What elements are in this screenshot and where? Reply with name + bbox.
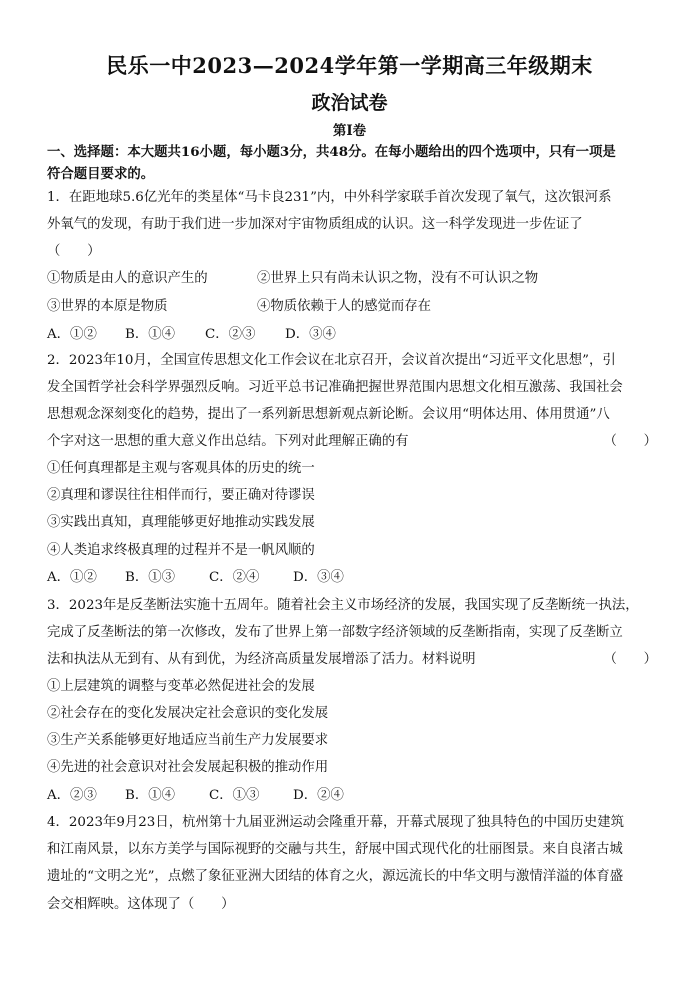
q4-stem-line-1: 4．2023年9月23日，杭州第十九届亚洲运动会隆重开幕，开幕式展现了独具特色的中国历史建筑 xyxy=(47,815,624,830)
q3-choice-d: D．②④ xyxy=(293,788,344,803)
q3-stem-line-1: 3．2023年是反垄断法实施十五周年。随着社会主义市场经济的发展，我国实现了反垄断统一执法， xyxy=(47,598,639,613)
q1-choice-b: B．①④ xyxy=(125,327,176,342)
q3-stem-line-3 xyxy=(47,651,657,669)
q1-items-row-2 xyxy=(47,298,657,316)
q2-stem-line-1: 2．2023年10月，全国宣传思想文化工作会议在北京召开，会议首次提出“习近平文化思想”，引 xyxy=(47,353,616,368)
q1-item-3: ③世界的本原是物质 xyxy=(47,299,168,314)
q2-choice-d: D．③④ xyxy=(293,570,344,585)
q3-item-1: ①上层建筑的调整与变革必然促进社会的发展 xyxy=(47,679,315,694)
q2-item-3: ③实践出真知，真理能够更好地推动实践发展 xyxy=(47,515,315,530)
q4-stem-line-2: 和江南风景，以东方美学与国际视野的交融与共生，舒展中国式现代化的壮丽图景。来自良渚古城 xyxy=(47,842,623,857)
exam-title: 民乐一中2023—2024学年第一学期高三年级期末 xyxy=(106,53,593,78)
q1-stem-line-3: （ ） xyxy=(47,244,101,259)
q1-stem-line-1: 1．在距地球5.6亿光年的类星体“马卡良231”内，中外科学家联手首次发现了氧气，这次银河系 xyxy=(47,190,612,205)
q3-choice-a: A．②③ xyxy=(47,788,97,803)
q2-item-4: ④人类追求终极真理的过程并不是一帆风顺的 xyxy=(47,543,315,558)
q3-item-4: ④先进的社会意识对社会发展起积极的推动作用 xyxy=(47,760,329,775)
q1-choice-a: A．①② xyxy=(47,327,97,342)
q2-choice-b: B．①③ xyxy=(125,570,176,585)
q3-stem-line-2: 完成了反垄断法的第一次修改，发布了世界上第一部数字经济领域的反垄断指南，实现了反垄断立 xyxy=(47,625,623,640)
q1-choice-c: C．②③ xyxy=(205,327,256,342)
instructions-line-2: 符合题目要求的。 xyxy=(47,166,155,182)
q4-stem-line-3: 遗址的“文明之光”，点燃了象征亚洲大团结的体育之火，源远流长的中华文明与激情洋溢的体育盛 xyxy=(47,869,624,884)
q2-item-1: ①任何真理都是主观与客观具体的历史的统一 xyxy=(47,461,315,476)
q3-choice-c: C．①③ xyxy=(209,788,260,803)
q2-item-2: ②真理和谬误往往相伴而行，要正确对待谬误 xyxy=(47,488,315,503)
section-label: 第Ⅰ卷 xyxy=(332,123,367,139)
q1-stem-line-2: 外氧气的发现，有助于我们进一步加深对宇宙物质组成的认识。这一科学发现进一步佐证了 xyxy=(47,217,583,232)
q2-choices xyxy=(47,569,657,587)
q1-choices xyxy=(47,326,657,344)
q1-item-4: ④物质依赖于人的感觉而存在 xyxy=(257,299,432,314)
q3-item-3: ③生产关系能够更好地适应当前生产力发展要求 xyxy=(47,733,329,748)
q3-stem-text: 法和执法从无到有、从有到优，为经济高质量发展增添了活力。材料说明 xyxy=(47,652,476,667)
q4-stem-line-4: 会交相辉映。这体现了（ ） xyxy=(47,897,235,912)
exam-subject: 政治试卷 xyxy=(311,92,388,114)
q1-item-1: ①物质是由人的意识产生的 xyxy=(47,271,208,286)
q2-stem-line-2: 发全国哲学社会科学界强烈反响。习近平总书记准确把握世界范围内思想文化相互激荡、我国社会 xyxy=(47,380,623,395)
q3-item-2: ②社会存在的变化发展决定社会意识的变化发展 xyxy=(47,706,329,721)
q2-choice-a: A．①② xyxy=(47,570,97,585)
q2-stem-line-3: 思想观念深刻变化的趋势，提出了一系列新思想新观点新论断。会议用“明体达用、体用贯通”八 xyxy=(47,407,610,422)
q2-choice-c: C．②④ xyxy=(209,570,260,585)
q1-item-2: ②世界上只有尚未认识之物，没有不可认识之物 xyxy=(257,271,539,286)
q3-choices xyxy=(47,787,657,805)
q2-stem-line-4 xyxy=(47,433,657,451)
q3-choice-b: B．①④ xyxy=(125,788,176,803)
q2-answer-paren: （ ） xyxy=(603,434,657,449)
q2-stem-text: 个字对这一思想的重大意义作出总结。下列对此理解正确的有 xyxy=(47,434,409,449)
q1-choice-d: D．③④ xyxy=(285,327,336,342)
q1-items-row-1 xyxy=(47,270,657,288)
instructions-line-1: 一、选择题：本大题共16小题，每小题3分，共48分。在每小题给出的四个选项中，只有一项是 xyxy=(47,144,616,160)
q3-answer-paren: （ ） xyxy=(603,652,657,667)
